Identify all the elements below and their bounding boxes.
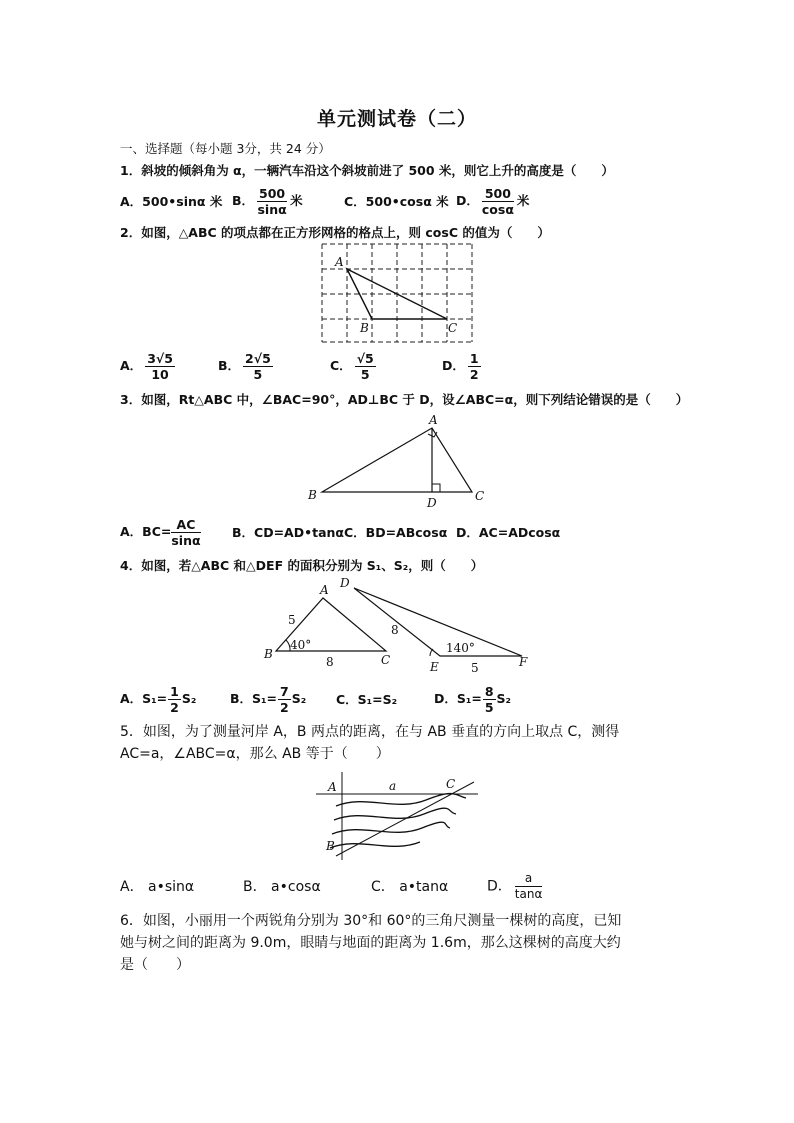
q5-option-b[interactable]: B． a•cosα	[243, 879, 321, 895]
q4-stem: 4．如图，若△ABC 和△DEF 的面积分别为 S₁、S₂，则（ ）	[120, 558, 484, 573]
q2-options	[120, 347, 484, 385]
q1-option-b[interactable]: B． $\frac{500}{\sin\alpha}$ 米	[232, 185, 303, 217]
q6-stem-line2: 她与树之间的距离为 9.0m，眼睛与地面的距离为 1.6m，那么这棵树的高度大约	[120, 935, 621, 951]
q4-label-f: F	[519, 655, 528, 669]
q2-label-b: B	[360, 321, 369, 335]
section-header: 一、选择题（每小题 3分，共 24 分）	[120, 141, 331, 156]
q3-option-d[interactable]: D．AC=ADcosα	[456, 525, 561, 540]
q4-triangles-figure	[260, 574, 540, 676]
q1-stem: 1．斜坡的倾斜角为 α，一辆汽车沿这个斜坡前进了 500 米，则它上升的高度是（ ）	[120, 163, 614, 178]
q5-label-a: A	[328, 780, 337, 794]
q3-option-b[interactable]: B．CD=AD•tanα	[232, 525, 344, 540]
q3-label-a: A	[429, 413, 438, 427]
q6-stem-line1: 6．如图，小丽用一个两锐角分别为 30°和 60°的三角尺测量一棵树的高度，已知	[120, 913, 622, 929]
q4-label-angle-e: 140°	[446, 641, 475, 655]
q5-label-c: C	[446, 777, 456, 791]
q4-label-a: A	[320, 583, 329, 597]
q1-options	[120, 183, 529, 219]
q3-option-a[interactable]: A．BC= $\frac{AC}{\sin\alpha}$	[120, 516, 201, 548]
q3-label-c: C	[475, 489, 485, 503]
q3-options	[120, 514, 560, 550]
q2-option-d[interactable]: D． $\frac{1}{2}$	[442, 350, 479, 382]
q3-label-d: D	[427, 496, 437, 510]
q4-option-d[interactable]: D．S₁= $\frac{8}{5}$ S₂	[434, 683, 512, 715]
q4-label-d: D	[340, 576, 350, 590]
q4-option-c[interactable]: C．S₁=S₂	[336, 692, 398, 707]
q1-option-d[interactable]: D． $\frac{500}{\cos\alpha}$ 米	[456, 185, 530, 217]
q2-option-c[interactable]: C． $\frac{√5}{5}$	[330, 350, 374, 382]
q2-option-a[interactable]: A． $\frac{3√5}{10}$	[120, 350, 173, 382]
q3-triangle-figure	[304, 410, 494, 510]
q5-option-d[interactable]: D． $\frac{a}{\tan\alpha}$	[487, 870, 543, 901]
q2-label-c: C	[448, 321, 458, 335]
q4-label-ab: 5	[288, 613, 296, 627]
q4-options	[120, 681, 511, 717]
q1-option-a[interactable]: A．500•sinα 米	[120, 194, 223, 209]
q5-label-a-length: a	[389, 779, 397, 793]
q5-options	[120, 868, 545, 904]
q2-label-a: A	[335, 255, 344, 269]
q6-stem-line3: 是（ ）	[120, 957, 190, 973]
q5-stem-line2: AC=a，∠ABC=α，那么 AB 等于（ ）	[120, 746, 390, 762]
q4-label-e: E	[430, 660, 439, 674]
q5-label-b: B	[326, 839, 335, 853]
q4-option-b[interactable]: B．S₁= $\frac{7}{2}$ S₂	[230, 683, 307, 715]
q2-stem: 2．如图，△ABC 的项点都在正方形网格的格点上，则 cosC 的值为（ ）	[120, 225, 550, 240]
q2-grid-figure	[318, 242, 478, 346]
q5-river-figure	[316, 772, 486, 862]
q5-option-a[interactable]: A． a•sinα	[120, 879, 195, 895]
q4-label-b: B	[264, 647, 273, 661]
q5-stem-line1: 5．如图，为了测量河岸 A，B 两点的距离，在与 AB 垂直的方向上取点 C，测得	[120, 724, 620, 740]
page-title: 单元测试卷（二）	[316, 108, 477, 130]
q3-label-b: B	[308, 488, 317, 502]
q4-label-de: 8	[391, 623, 399, 637]
q4-label-c: C	[381, 653, 391, 667]
q3-option-c[interactable]: C．BD=ABcosα	[344, 525, 448, 540]
q4-label-angle-b: 40°	[290, 638, 312, 652]
q4-label-bc: 8	[326, 655, 334, 669]
q1-option-c[interactable]: C．500•cosα 米	[344, 194, 449, 209]
q4-label-ef: 5	[471, 661, 479, 675]
q2-option-b[interactable]: B． $\frac{2√5}{5}$	[218, 350, 271, 382]
q3-stem: 3．如图，Rt△ABC 中，∠BAC=90°，AD⊥BC 于 D，设∠ABC=α，则下列结论错误的是（ ）	[120, 392, 689, 407]
q4-option-a[interactable]: A．S₁= $\frac{1}{2}$ S₂	[120, 683, 197, 715]
q5-option-c[interactable]: C． a•tanα	[371, 879, 449, 895]
